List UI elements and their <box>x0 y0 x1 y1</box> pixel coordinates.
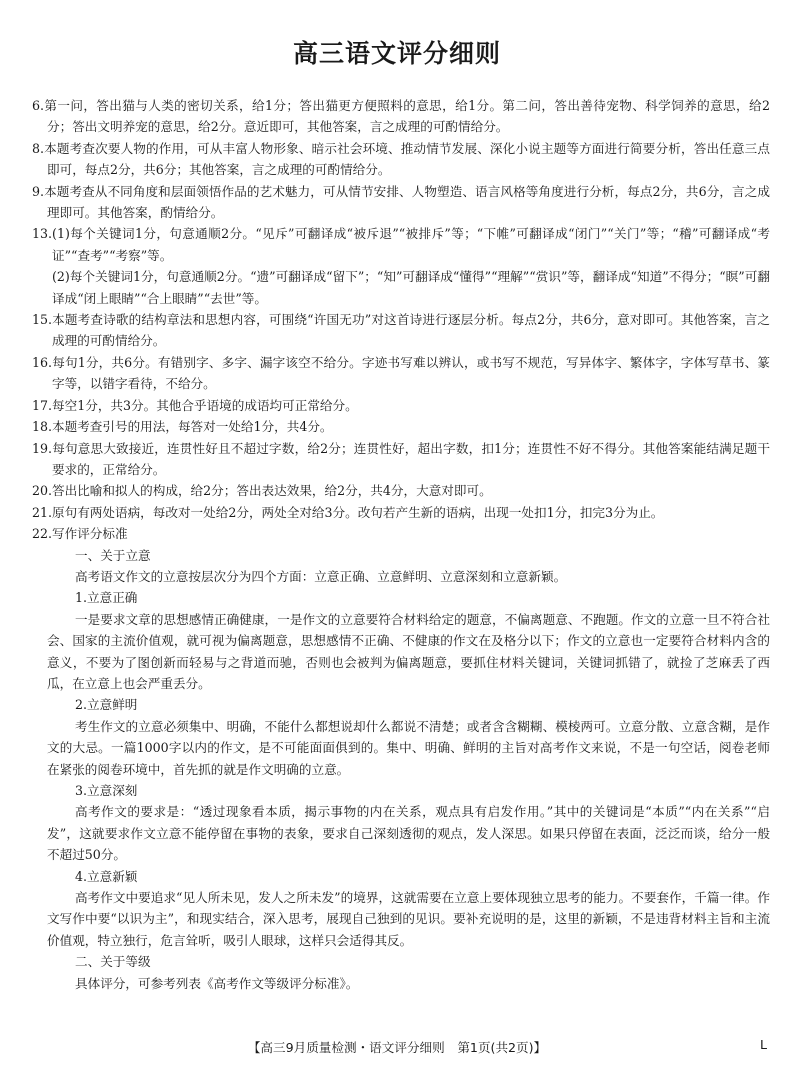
rule-item-9: 9.本题考查从不同角度和层面领悟作品的艺术魅力，可从情节安排、人物塑造、语言风格等角度进行分析，每点2分，共6分，言之成理即可。其他答案，酌情给分。 <box>32 183 770 221</box>
rule-item-13-part2: (2)每个关键词1分，句意通顺2分。“遗”可翻译成“留下”；“知”可翻译成“懂得”“理解”“赏识”等，翻译成“知道”不得分；“瞑”可翻译成“闭上眼睛”“合上眼睛”“去世”等。 <box>52 269 770 306</box>
rule-item-18: 18.本题考查引号的用法，每答对一处给1分，共4分。 <box>32 419 333 435</box>
section-heading-intent: 一、关于立意 <box>75 547 151 563</box>
rule-item-16: 16.每句1分，共6分。有错别字、多字、漏字该空不给分。字迹书写难以辨认，或书写不规范，写异体字、繁体字，字体写草书、篆字等，以错字看待，不给分。 <box>32 354 770 392</box>
rule-item-13-part1: 13.(1)每个关键词1分，句意通顺2分。“见斥”可翻译成“被斥退”“被排斥”等；“下帷”可翻译成“闭门”“关门”等；“稽”可翻译成“考证”“查考”“考察”等。 <box>32 226 770 263</box>
rule-item-20: 20.答出比喻和拟人的构成，给2分；答出表达效果，给2分，共4分，大意对即可。 <box>32 483 492 499</box>
footer-mark: L <box>759 1037 767 1052</box>
subheading-profound: 3.立意深刻 <box>75 783 138 798</box>
rule-item-21: 21.原句有两处语病，每改对一处给2分，两处全对给3分。改句若产生新的语病，出现一处扣1分，扣完3分为止。 <box>32 504 664 520</box>
rule-item-6: 6.第一问，答出猫与人类的密切关系，给1分；答出猫更方便照料的意思，给1分。第二问，答出善待宠物、科学饲养的意思，给2分；答出文明养宠的意思，给2分。意近即可，其他答案，言之成理的可酌情给分。 <box>32 98 770 135</box>
paragraph-novel: 高考作文中要追求“见人所未见，发人之所未发”的境界，这就需要在立意上要体现独立思考的能力。不要套作，千篇一律。作文写作中要“以识为主”，和现实结合，深入思考，展现自己独到的见识。要补充说明的是，这里的新颖，不是违背材料主旨和主流价值观，特立独行，危言耸听，吸引人眼球，这样只会适得其反。 <box>47 890 770 948</box>
subheading-distinct: 2.立意鲜明 <box>75 697 138 713</box>
paragraph-distinct: 考生作文的立意必须集中、明确，不能什么都想说却什么都说不清楚；或者含含糊糊、模棱两可。立意分散、立意含糊，是作文的大忌。一篇1000字以内的作文，是不可能面面俱到的。集中、明确、鲜明的主旨对高考作文来说，不是一句空话，阅卷老师在紧张的阅卷环境中，首先抓的就是作文明确的立意。 <box>47 718 770 777</box>
rule-item-19: 19.每句意思大致接近，连贯性好且不超过字数，给2分；连贯性好，超出字数，扣1分；连贯性不好不得分。其他答案能结满足题干要求的，正常给分。 <box>32 440 770 477</box>
paragraph-grade: 具体评分，可参考列表《高考作文等级评分标准》。 <box>75 975 359 991</box>
page-footer: 【高三9月质量检测・语文评分细则 第1页(共2页)】 <box>247 1040 547 1055</box>
section-heading-grade: 二、关于等级 <box>75 954 151 970</box>
paragraph-correct: 一是要求文章的思想感情正确健康，一是作文的立意要符合材料给定的题意，不偏离题意、不跑题。作文的立意一旦不符合社会、国家的主流价值观，就可视为偏离题意，思想感情不正确、不健康的作文在及格分以下；作文的立意也一定要符合材料内含的意义，不要为了图创新而轻易与之背道而驰，否则也会被判为偏离题意，要抓住材料关键词，关键词抓错了，就捡了芝麻丢了西瓜，在立意上也会严重丢分。 <box>47 611 770 691</box>
paragraph-profound: 高考作文的要求是：“透过现象看本质，揭示事物的内在关系，观点具有启发作用。”其中的关键词是“本质”“内在关系”“启发”，这就要求作文立意不能停留在事物的表象，要求自己深刻透彻的观点，发人深思。如果只停留在表面，泛泛而谈，给分一般不超过50分。 <box>47 804 770 863</box>
subheading-correct: 1.立意正确 <box>75 590 138 606</box>
rule-item-17: 17.每空1分，共3分。其他合乎语境的成语均可正常给分。 <box>32 397 358 413</box>
section-intro-intent: 高考语文作文的立意按层次分为四个方面：立意正确、立意鲜明、立意深刻和立意新颖。 <box>75 568 567 584</box>
rule-item-22: 22.写作评分标准 <box>32 526 128 542</box>
page-title: 高三语文评分细则 <box>292 39 501 68</box>
rule-item-15: 15.本题考查诗歌的结构章法和思想内容，可围绕“许国无功”对这首诗进行逐层分析。每点2分，共6分，意对即可。其他答案，言之成理的可酌情给分。 <box>32 312 770 349</box>
rule-item-8: 8.本题考查次要人物的作用，可从丰富人物形象、暗示社会环境、推动情节发展、深化小说主题等方面进行简要分析，答出任意三点即可，每点2分，共6分；其他答案，言之成理的可酌情给分。 <box>32 140 770 178</box>
subheading-novel: 4.立意新颖 <box>75 868 138 884</box>
scoring-rules-body <box>32 95 770 994</box>
